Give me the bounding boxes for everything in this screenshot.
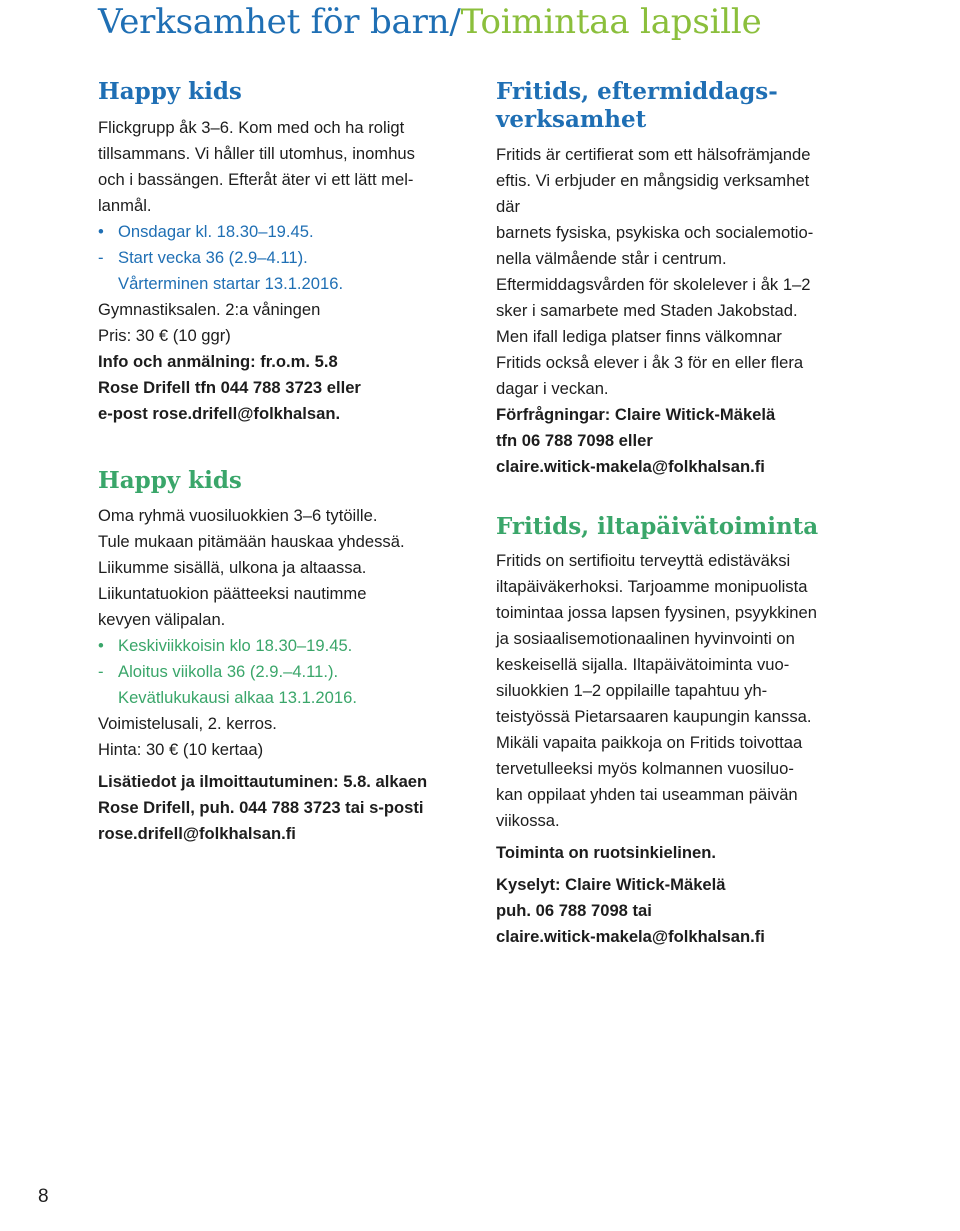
fritids-swedish-heading: Fritids, eftermiddags- verksamhet (496, 78, 778, 133)
body-line: ja sosiaalisemotionaalinen hyvinvointi on (496, 629, 795, 648)
swedish-happy-kids-heading: Happy kids (98, 78, 242, 105)
page-title (98, 2, 762, 42)
contact-line: Kyselyt: Claire Witick-Mäkelä (496, 875, 726, 894)
bullet-marker: • (98, 222, 104, 241)
dash-marker: - (98, 248, 104, 267)
body-line: Fritids on sertifioitu terveyttä edistäväksi (496, 551, 791, 570)
body-line: tervetulleeksi myös kolmannen vuosiluo- (496, 759, 794, 778)
page-title-swedish: Verksamhet för barn/ (98, 2, 461, 42)
body-line: eftis. Vi erbjuder en mångsidig verksamhet (496, 171, 810, 190)
contact-line: claire.witick-makela@folkhalsan.fi (496, 927, 765, 946)
intro-line: Flickgrupp åk 3–6. Kom med och ha roligt (98, 118, 405, 137)
contact-line: tfn 06 788 7098 eller (496, 431, 653, 450)
intro-line: Liikumme sisällä, ulkona ja altaassa. (98, 558, 367, 577)
body-line: teistyössä Pietarsaaren kaupungin kanssa. (496, 707, 812, 726)
body-line: toimintaa jossa lapsen fyysinen, psyykkinen (496, 603, 817, 622)
fritids-swedish-body (496, 142, 813, 480)
body-line: Eftermiddagsvården för skolelever i åk 1–2 (496, 275, 811, 294)
schedule-spring: Vårterminen startar 13.1.2016. (118, 274, 344, 293)
finnish-happy-kids-body (98, 503, 427, 847)
price-line: Pris: 30 € (10 ggr) (98, 326, 231, 345)
schedule-start: - Start vecka 36 (2.9–4.11). (98, 245, 415, 271)
contact-line: rose.drifell@folkhalsan.fi (98, 824, 296, 843)
body-line: kan oppilaat yhden tai useamman päivän (496, 785, 798, 804)
intro-line: lanmål. (98, 196, 152, 215)
schedule-spring: Kevätlukukausi alkaa 13.1.2016. (118, 688, 357, 707)
intro-line: och i bassängen. Efteråt äter vi ett lätt mel- (98, 170, 414, 189)
schedule-day: • Onsdagar kl. 18.30–19.45. (98, 219, 415, 245)
fritids-finnish-body (496, 548, 817, 950)
swedish-happy-kids-body (98, 115, 415, 427)
page-title-finnish: Toimintaa lapsille (460, 2, 762, 42)
body-line: sker i samarbete med Staden Jakobstad. (496, 301, 798, 320)
body-line: siluokkien 1–2 oppilaille tapahtuu yh- (496, 681, 768, 700)
body-line: keskeisellä sijalla. Iltapäivätoiminta vuo- (496, 655, 790, 674)
body-line: där (496, 197, 520, 216)
body-line: nella välmående står i centrum. (496, 249, 727, 268)
contact-line: Rose Drifell, puh. 044 788 3723 tai s-posti (98, 798, 424, 817)
intro-line: Oma ryhmä vuosiluokkien 3–6 tytöille. (98, 506, 378, 525)
contact-line: Info och anmälning: fr.o.m. 5.8 (98, 352, 338, 371)
body-line: viikossa. (496, 811, 560, 830)
page-number: 8 (38, 1186, 49, 1207)
body-line: Fritids är certifierat som ett hälsofrämjande (496, 145, 811, 164)
contact-line: Lisätiedot ja ilmoittautuminen: 5.8. alkaen (98, 772, 428, 791)
body-line: dagar i veckan. (496, 379, 609, 398)
schedule-day: • Keskiviikkoisin klo 18.30–19.45. (98, 633, 427, 659)
body-line: iltapäiväkerhoksi. Tarjoamme monipuolista (496, 577, 808, 596)
contact-line: Rose Drifell tfn 044 788 3723 eller (98, 378, 361, 397)
place-line: Gymnastiksalen. 2:a våningen (98, 300, 321, 319)
intro-line: tillsammans. Vi håller till utomhus, inomhus (98, 144, 415, 163)
bullet-marker: • (98, 636, 104, 655)
body-line: Mikäli vapaita paikkoja on Fritids toivottaa (496, 733, 803, 752)
intro-line: kevyen välipalan. (98, 610, 226, 629)
language-note: Toiminta on ruotsinkielinen. (496, 843, 717, 862)
intro-line: Tule mukaan pitämään hauskaa yhdessä. (98, 532, 405, 551)
contact-line: Förfrågningar: Claire Witick-Mäkelä (496, 405, 776, 424)
price-line: Hinta: 30 € (10 kertaa) (98, 740, 264, 759)
schedule-start: - Aloitus viikolla 36 (2.9.–4.11.). (98, 659, 427, 685)
body-line: Men ifall lediga platser finns välkomnar (496, 327, 782, 346)
body-line: barnets fysiska, psykiska och socialemotio- (496, 223, 814, 242)
intro-line: Liikuntatuokion päätteeksi nautimme (98, 584, 367, 603)
contact-line: puh. 06 788 7098 tai (496, 901, 652, 920)
dash-marker: - (98, 662, 104, 681)
fritids-finnish-heading: Fritids, iltapäivätoiminta (496, 513, 819, 540)
body-line: Fritids också elever i åk 3 för en eller flera (496, 353, 804, 372)
contact-line: claire.witick-makela@folkhalsan.fi (496, 457, 765, 476)
finnish-happy-kids-heading: Happy kids (98, 467, 242, 494)
contact-line: e-post rose.drifell@folkhalsan. (98, 404, 341, 423)
place-line: Voimistelusali, 2. kerros. (98, 714, 277, 733)
